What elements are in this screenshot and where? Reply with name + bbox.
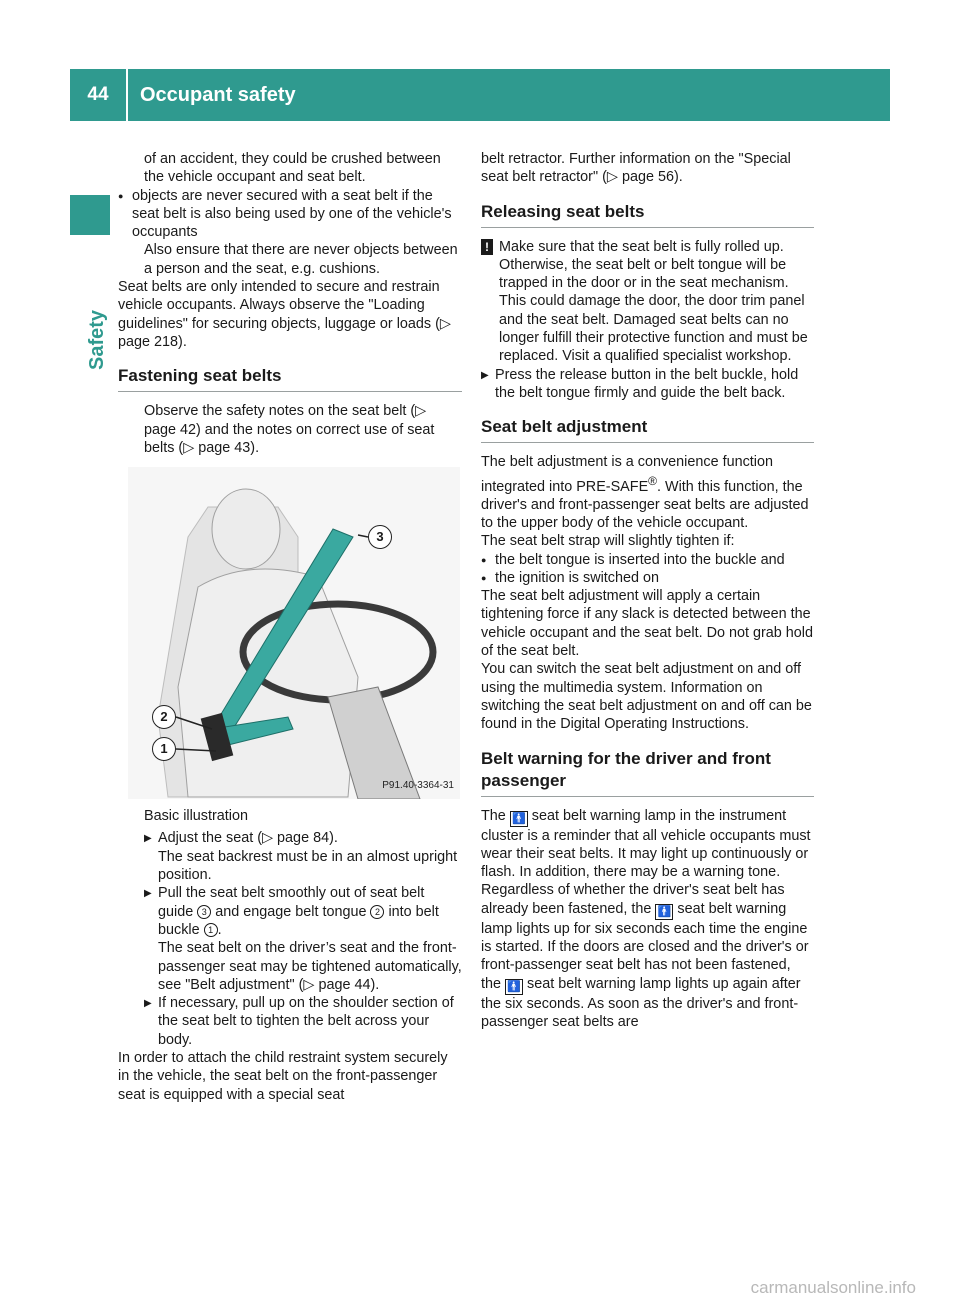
leader-line-3 xyxy=(358,535,368,537)
driver-seat-belt-drawing xyxy=(128,467,460,799)
left-column xyxy=(118,150,462,1104)
paragraph: belt retractor. Further information on the "Special seat belt retractor" (▷ page 56). xyxy=(481,151,791,186)
step-item: ▶ If necessary, pull up on the shoulder section of the seat belt to tighten the belt across your body. xyxy=(118,994,462,1049)
paragraph: The seat belt strap will slightly tighten if: xyxy=(481,533,735,550)
ref-callout-3: 3 xyxy=(197,905,211,919)
seat-belt-warning-lamp-icon: 🚹 xyxy=(510,811,528,827)
seat-belt-warning-lamp-icon: 🚹 xyxy=(655,904,673,920)
bullet-item: ● objects are never secured with a seat belt if the seat belt is also being used by one of the vehicle's occupants xyxy=(118,187,462,242)
section-heading-releasing: Releasing seat belts xyxy=(481,201,814,228)
section-heading-belt-warning: Belt warning for the driver and front passenger xyxy=(481,748,814,797)
bullet-item: ● the belt tongue is inserted into the buckle and xyxy=(481,551,814,569)
step-item: ▶ Adjust the seat (▷ page 84). xyxy=(118,829,462,847)
figure-code: P91.40-3364-31 xyxy=(382,779,454,791)
seat-belt-warning-lamp-icon: 🚹 xyxy=(505,979,523,995)
step-item: ▶ Press the release button in the belt buckle, hold the belt tongue firmly and guide the belt back. xyxy=(481,366,814,403)
watermark: carmanualsonline.info xyxy=(750,1278,916,1297)
warning-icon: ! xyxy=(481,239,493,255)
bullet-item: ● the ignition is switched on xyxy=(481,569,814,587)
paragraph: Observe the safety notes on the seat belt (▷ page 42) and the notes on correct use of seat belts (▷ page 43). xyxy=(144,403,435,456)
ref-callout-2: 2 xyxy=(370,905,384,919)
paragraph: The seat belt on the driver’s seat and the front-passenger seat may be tightened automatically, see "Belt adjustment" (▷ page 44). xyxy=(158,940,462,993)
head-shape xyxy=(212,489,280,569)
paragraph: of an accident, they could be crushed between the vehicle occupant and seat belt. xyxy=(144,151,441,186)
paragraph: The belt adjustment is a convenience function integrated into PRE-SAFE®. With this function, the driver's and front-passenger seat belts are adjusted to the upper body of the vehicle occupant. xyxy=(481,454,809,531)
paragraph: In order to attach the child restraint system securely in the vehicle, the seat belt on the front-passenger seat is equipped with a special seat xyxy=(118,1050,448,1103)
paragraph: The 🚹 seat belt warning lamp in the instrument cluster is a reminder that all vehicle occupants must wear their seat belts. It may light up continuously or flash. In addition, there may be a warning tone. xyxy=(481,807,811,881)
header-divider xyxy=(126,69,128,121)
page-number: 44 xyxy=(87,84,109,105)
warning-note: ! Make sure that the seat belt is fully rolled up. Otherwise, the seat belt or belt tongue will be trapped in the door or in the seat mechanism. This could damage the door, the door trim panel and the seat belt. Damaged seat belts can no longer fulfill their protective function and must be replaced. Visit a qualified specialist workshop. xyxy=(481,238,814,366)
figure-caption: Basic illustration xyxy=(144,808,248,825)
side-tab-marker xyxy=(70,195,110,235)
callout-2: 2 xyxy=(152,705,176,729)
section-heading-adjustment: Seat belt adjustment xyxy=(481,416,814,443)
side-tab-label: Safety xyxy=(86,309,108,370)
callout-3: 3 xyxy=(368,525,392,549)
page-title: Occupant safety xyxy=(140,84,296,106)
callout-1: 1 xyxy=(152,737,176,761)
right-column xyxy=(481,150,814,1031)
paragraph: The seat backrest must be in an almost upright position. xyxy=(158,848,458,884)
paragraph: You can switch the seat belt adjustment on and off using the multimedia system. Information on switching the seat belt adjustment on and off can be found in the Digital Operating Instructions. xyxy=(481,661,812,733)
paragraph: Also ensure that there are never objects between a person and the seat, e.g. cushions. xyxy=(144,242,458,277)
step-item: ▶ Pull the seat belt smoothly out of seat belt guide 3 and engage belt tongue 2 into belt buckle 1 . xyxy=(118,884,462,939)
ref-callout-1: 1 xyxy=(204,923,218,937)
section-heading-fastening: Fastening seat belts xyxy=(118,365,462,392)
paragraph: The seat belt adjustment will apply a certain tightening force if any slack is detected between the vehicle occupant and the seat belt. Do not grab hold of the seat belt. xyxy=(481,588,814,660)
paragraph: Regardless of whether the driver's seat belt has already been fastened, the 🚹 seat belt warning lamp lights up for six seconds each time the engine is started. If the doors are closed and the driver's or front-passenger seat belt has not been fastened, the 🚹 seat belt warning lamp lights up again after the six seconds. As soon as the driver's and front-passenger seat belts are xyxy=(481,882,809,1030)
paragraph: Seat belts are only intended to secure and restrain vehicle occupants. Always observe the "Loading guidelines" for securing objects, luggage or loads (▷ page 218). xyxy=(118,279,451,350)
registered-mark: ® xyxy=(648,473,658,488)
seat-belt-illustration xyxy=(128,467,460,799)
